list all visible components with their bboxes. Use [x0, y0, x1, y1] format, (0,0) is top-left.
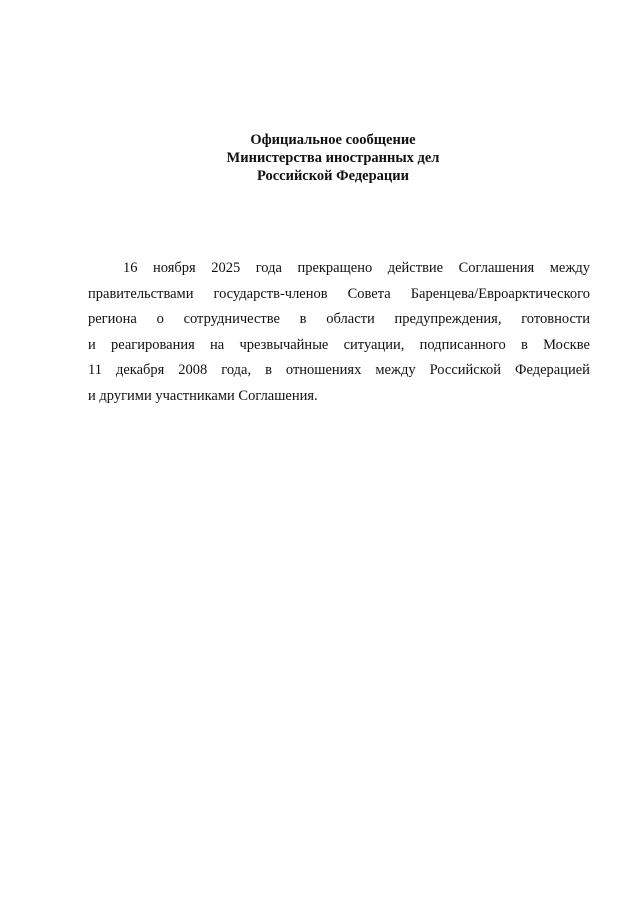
body-line-3: региона о сотрудничестве в области предупреждения, готовности	[88, 311, 590, 328]
body-line-4: и реагирования на чрезвычайные ситуации, подписанного в Москве	[88, 336, 590, 353]
title-line-1: Официальное сообщение	[250, 132, 416, 148]
body-line-1: 16 ноября 2025 года прекращено действие Соглашения между	[123, 260, 590, 276]
body-line-5: 11 декабря 2008 года, в отношениях между Российской Федерацией	[88, 362, 590, 379]
body-line-2: правительствами государств-членов Совета Баренцева/Евроарктического	[88, 285, 590, 302]
document-title	[0, 131, 640, 185]
document-body	[88, 256, 590, 410]
body-line-6: и другими участниками Соглашения.	[88, 387, 318, 404]
title-line-2: Министерства иностранных дел	[226, 150, 440, 166]
title-line-3: Российской Федерации	[256, 168, 409, 184]
